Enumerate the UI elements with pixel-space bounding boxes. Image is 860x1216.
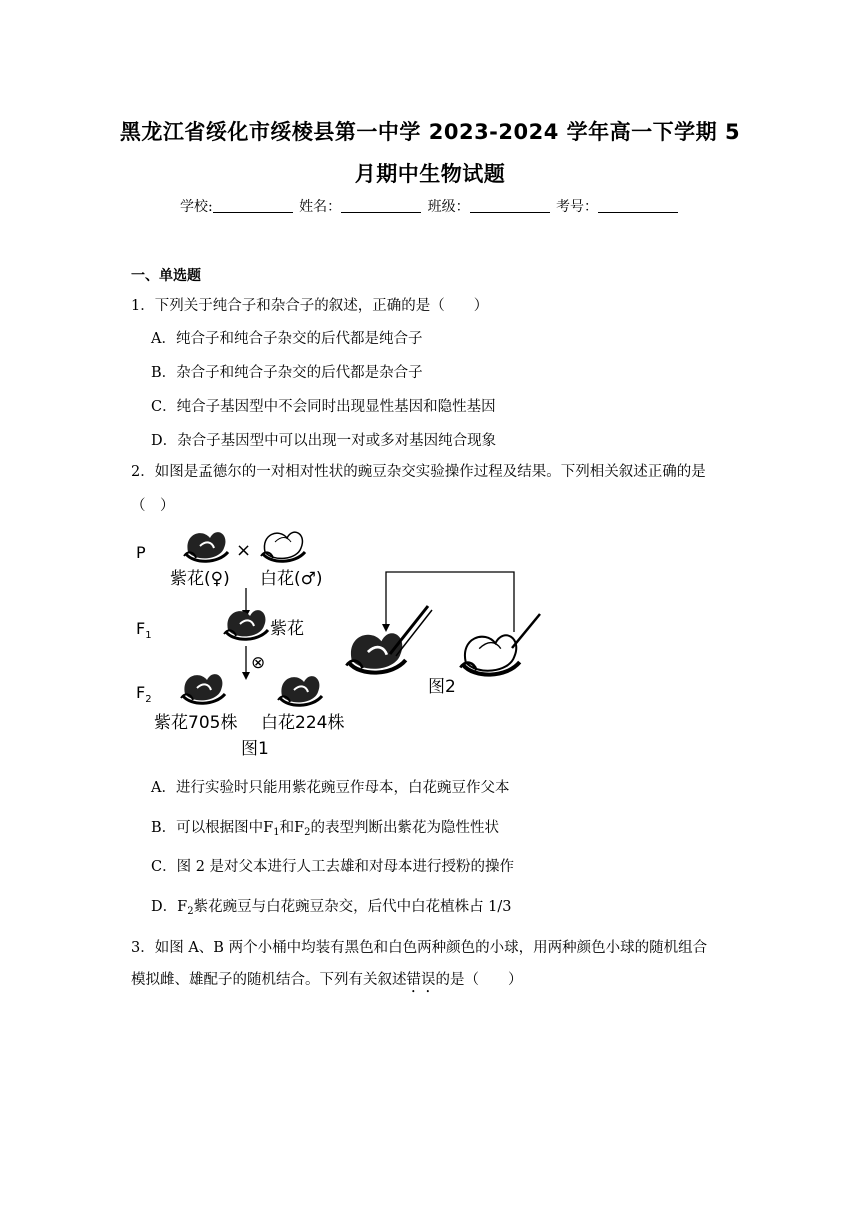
question-2-option-c: C．图 2 是对父本进行人工去雄和对母本进行授粉的操作 <box>151 859 515 875</box>
question-2-option-b: B．可以根据图中$F_1$和$F_2$的表型判断出紫花为隐性性状 <box>151 820 500 838</box>
figure-2-white-flower <box>460 635 519 674</box>
class-blank[interactable] <box>470 198 550 213</box>
generation-p-label: P <box>136 543 146 562</box>
purple-flower-icon <box>184 532 228 561</box>
tweezers-left <box>390 606 428 654</box>
f2-white-count-label: 白花224株 <box>261 713 345 733</box>
f1-purple-flower-icon <box>224 610 268 639</box>
arrow-head-f1-to-f2 <box>242 672 250 680</box>
question-2-stem-line-1: 2．如图是孟德尔的一对相对性状的豌豆杂交实验操作过程及结果。下列相关叙述正确的是 <box>131 464 706 480</box>
question-1-option-a: A．纯合子和纯合子杂交的后代都是纯合子 <box>151 331 423 347</box>
figure-2-arrow-head <box>382 624 390 632</box>
question-1-stem: 1．下列关于纯合子和杂合子的叙述，正确的是（ ） <box>131 298 489 314</box>
page-title-line-2: 月期中生物试题 <box>354 162 506 186</box>
figure-2-caption: 图2 <box>428 677 456 697</box>
exam-number-blank[interactable] <box>598 198 678 213</box>
brush-right <box>512 614 540 648</box>
question-1-option-d: D．杂合子基因型中可以出现一对或多对基因纯合现象 <box>151 433 497 449</box>
question-1-option-c: C．纯合子基因型中不会同时出现显性基因和隐性基因 <box>151 399 496 415</box>
f2-purple-count-label: 紫花705株 <box>154 713 238 733</box>
f2-purple-flower-icon <box>181 674 225 703</box>
generation-f2-label: $F_2$ <box>136 683 152 705</box>
generation-f1-label: $F_1$ <box>136 619 152 641</box>
question-2-option-a: A．进行实验时只能用紫花豌豆作母本，白花豌豆作父本 <box>151 780 510 796</box>
student-info-row <box>0 196 860 216</box>
exam-number-label: 考号： <box>556 199 599 215</box>
section-title: 一、单选题 <box>131 268 201 284</box>
purple-female-label: 紫花(♀) <box>170 569 230 589</box>
name-label: 姓名： <box>299 199 342 215</box>
white-flower-icon <box>261 532 305 561</box>
figure-2-transfer-line <box>386 572 514 632</box>
question-2-option-d: D．$F_2$紫花豌豆与白花豌豆杂交，后代中白花植株占 1/3 <box>151 899 512 917</box>
tweezers-left-inner <box>396 610 432 656</box>
question-2-figure <box>128 528 568 764</box>
f1-purple-label: 紫花 <box>270 619 304 639</box>
question-3-stem-line-2: 模拟雌、雄配子的随机结合。下列有关叙述错误的是（ ） <box>131 972 523 988</box>
class-label: 班级： <box>427 199 470 215</box>
school-label: 学校: <box>179 199 213 215</box>
cross-symbol: × <box>236 540 252 561</box>
self-cross-symbol: ⊗ <box>251 653 266 673</box>
question-1-option-b: B．杂合子和纯合子杂交的后代都是杂合子 <box>151 365 423 381</box>
question-2-stem-line-2: （ ） <box>131 498 175 514</box>
white-male-label: 白花(♂) <box>260 569 323 589</box>
question-3-stem-line-1: 3．如图 A、B 两个小桶中均装有黑色和白色两种颜色的小球，用两种颜色小球的随机组合 <box>131 940 708 956</box>
school-blank[interactable] <box>213 198 293 213</box>
emphasis-word: 错误 <box>406 972 436 988</box>
f2-purple-flower-icon-2 <box>278 676 322 705</box>
name-blank[interactable] <box>341 198 421 213</box>
page-title-line-1: 黑龙江省绥化市绥棱县第一中学 2023-2024 学年高一下学期 5 <box>119 120 741 144</box>
figure-1-caption: 图1 <box>241 739 269 759</box>
figure-2-purple-flower <box>346 633 405 672</box>
